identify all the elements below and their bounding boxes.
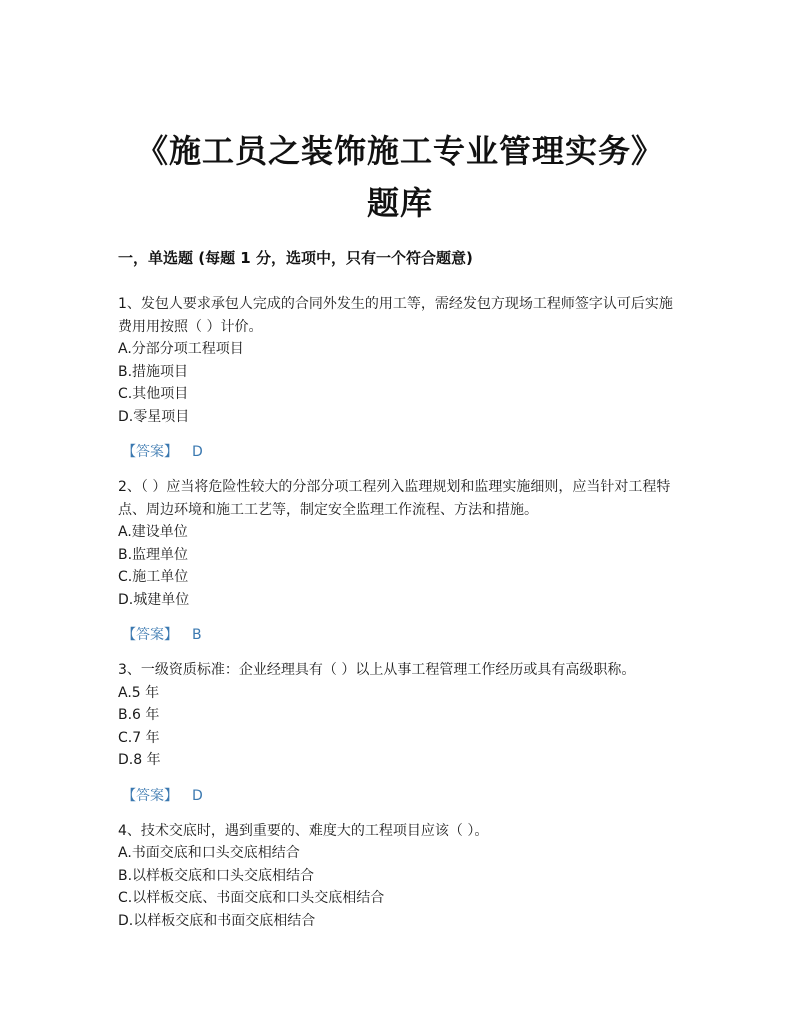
option-a: A.5 年 — [118, 684, 160, 701]
question-4 — [118, 820, 684, 933]
question-stem: 3、一级资质标准：企业经理具有（ ）以上从事工程管理工作经历或具有高级职称。 — [118, 662, 636, 678]
answer-line — [122, 441, 684, 463]
option-d: D.零星项目 — [118, 408, 190, 425]
answer-line — [122, 624, 684, 646]
answer-label: 【答案】 — [122, 627, 178, 643]
question-3 — [118, 659, 684, 807]
option-b: B.以样板交底和口头交底相结合 — [118, 867, 315, 884]
question-stem: 1、发包人要求承包人完成的合同外发生的用工等，需经发包方现场工程师签字认可后实施费用用按照（ ）计价。 — [118, 296, 673, 335]
question-stem: 2、（ ）应当将危险性较大的分部分项工程列入监理规划和监理实施细则，应当针对工程特点、周边环境和施工工艺等，制定安全监理工作流程、方法和措施。 — [118, 479, 671, 518]
option-c: C.施工单位 — [118, 569, 189, 585]
option-d: D.城建单位 — [118, 591, 190, 608]
answer-label: 【答案】 — [122, 787, 178, 804]
option-a: A.书面交底和口头交底相结合 — [118, 845, 300, 861]
question-list — [118, 293, 684, 932]
option-c: C.其他项目 — [118, 386, 189, 402]
answer-value: D — [192, 444, 203, 460]
answer-line — [122, 785, 684, 807]
option-d: D.8 年 — [118, 752, 161, 768]
option-d: D.以样板交底和书面交底相结合 — [118, 912, 316, 929]
document-title-line-2: 题库 — [366, 184, 433, 223]
option-b: B.6 年 — [118, 707, 160, 723]
answer-value: B — [192, 627, 202, 643]
section-heading: 一，单选题 (每题 1 分，选项中，只有一个符合题意) — [118, 249, 473, 267]
question-stem: 4、技术交底时，遇到重要的、难度大的工程项目应该（ ）。 — [118, 822, 489, 839]
option-c: C.以样板交底、书面交底和口头交底相结合 — [118, 890, 385, 906]
option-b: B.监理单位 — [118, 546, 189, 563]
option-c: C.7 年 — [118, 729, 160, 746]
document-title-line-1: 《施工员之装饰施工专业管理实务》 — [135, 132, 664, 171]
option-a: A.分部分项工程项目 — [118, 341, 244, 357]
option-b: B.措施项目 — [118, 363, 189, 380]
document-title — [0, 125, 800, 229]
question-2 — [118, 476, 684, 646]
option-a: A.建设单位 — [118, 524, 188, 540]
answer-label: 【答案】 — [122, 444, 178, 460]
question-1 — [118, 293, 684, 463]
answer-value: D — [192, 787, 203, 804]
